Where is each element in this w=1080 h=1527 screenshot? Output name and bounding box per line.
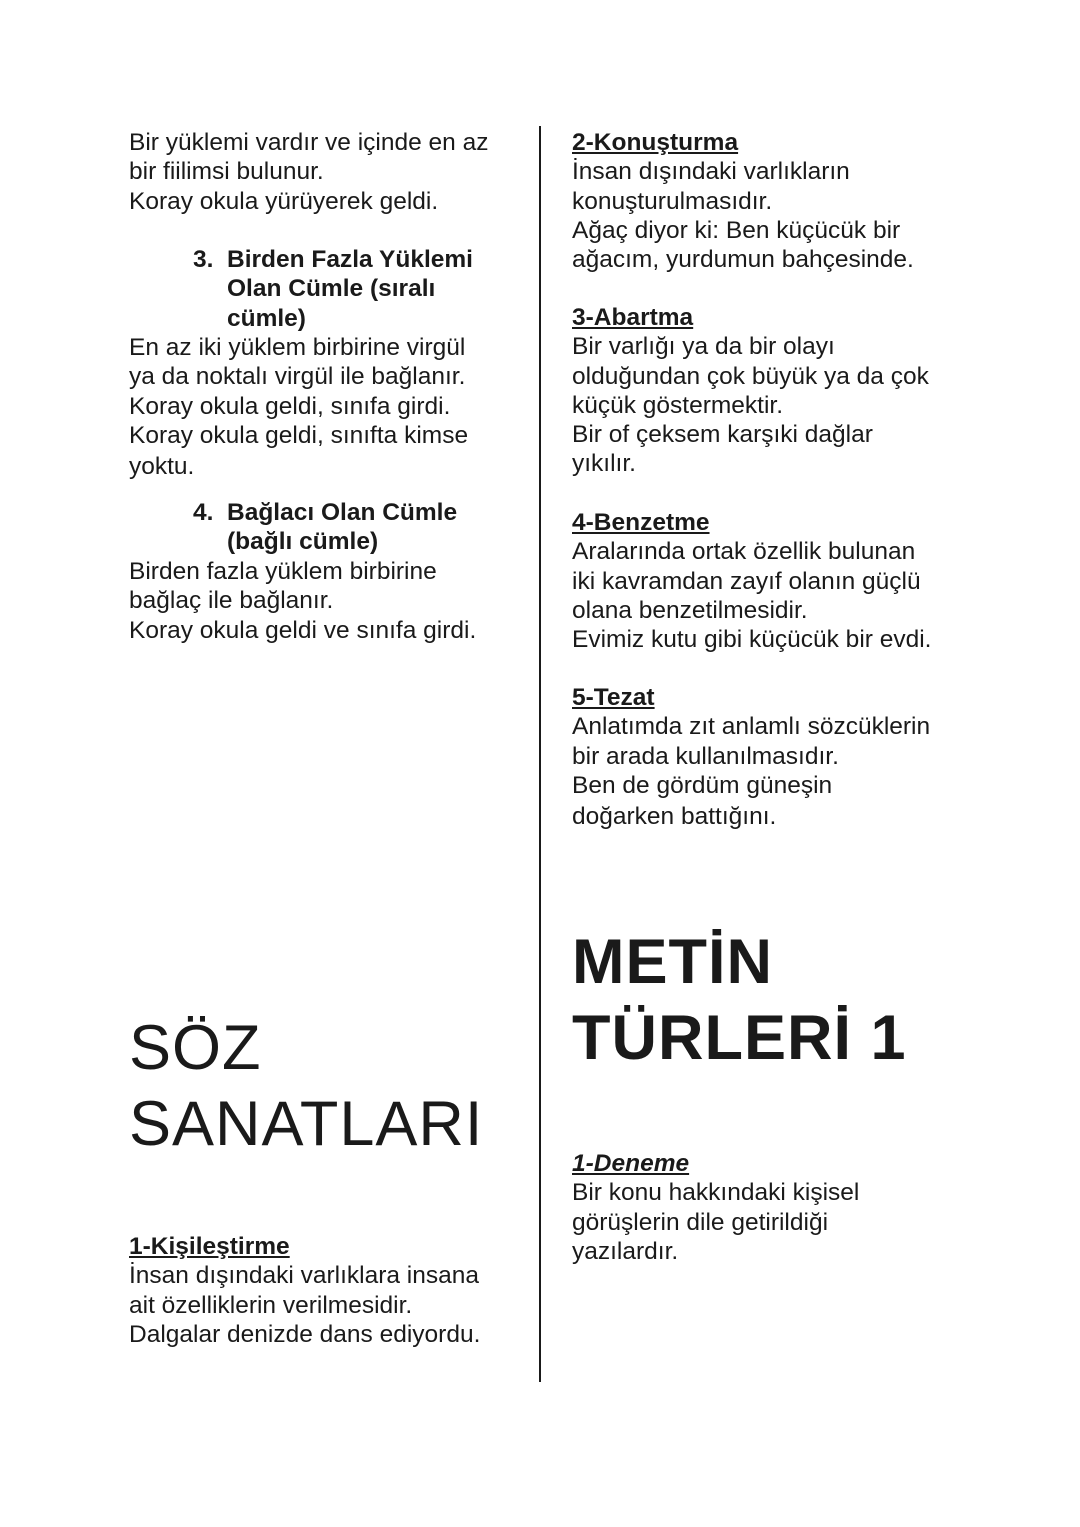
text-line: Bir yüklemi vardır ve içinde en az [129,129,489,156]
kisilestirme-section [129,1232,529,1349]
intro-paragraph [129,128,529,216]
text-line: ağacım, yurdumun bahçesinde. [572,246,914,274]
text-line: olduğundan çok büyük ya da çok [572,362,929,390]
konusturma-section [572,128,992,274]
text-line: bir arada kullanılmasıdır. [572,742,839,770]
text-line: bir fiilimsi bulunur. [129,158,324,186]
tezat-heading: 5-Tezat [572,684,655,711]
text-line: Koray okula geldi, sınıfta kimse [129,421,469,449]
text-line: Dalgalar denizde dans ediyordu. [129,1320,481,1348]
kisilestirme-heading: 1-Kişileştirme [129,1233,290,1260]
text-line: ya da noktalı virgül ile bağlanır. [129,363,466,391]
text-line: yıkılır. [572,450,636,478]
item3-title-line: cümle) [227,304,306,332]
text-line: Bir konu hakkındaki kişisel [572,1179,860,1207]
text-line: Ağaç diyor ki: Ben küçücük bir [572,216,901,244]
text-line: yazılardır. [572,1237,679,1265]
text-line: Bir varlığı ya da bir olayı [572,333,835,361]
item4-body [129,557,529,645]
text-line: Anlatımda zıt anlamlı sözcüklerin [572,713,931,741]
title-line: SÖZ [129,1013,262,1083]
text-line: İnsan dışındaki varlıklara insana [129,1262,479,1290]
text-line: Koray okula geldi ve sınıfa girdi. [129,616,477,644]
title-line: SANATLARI [129,1089,484,1159]
deneme-section [572,1149,992,1266]
left-column [129,128,529,1368]
item4-title-line: Bağlacı Olan Cümle [227,499,458,526]
text-line: Ben de gördüm güneşin [572,771,833,799]
abartma-section [572,303,992,479]
text-line: Evimiz kutu gibi küçücük bir evdi. [572,626,932,654]
item4-title-line: (bağlı cümle) [227,528,379,556]
text-line: yoktu. [129,453,195,481]
right-column [572,128,992,1368]
item3-title-line: Birden Fazla Yüklemi [227,246,473,273]
konusturma-heading: 2-Konuşturma [572,129,739,156]
tezat-section [572,683,992,831]
text-line: Aralarında ortak özellik bulunan [572,538,916,566]
benzetme-section [572,508,992,654]
section-title-metin-turleri [572,924,907,1076]
text-line: iki kavramdan zayıf olanın güçlü [572,567,921,595]
text-line: bağlaç ile bağlanır. [129,587,334,615]
text-line: İnsan dışındaki varlıkların [572,158,850,186]
section-title-soz-sanatlari [129,1010,483,1162]
text-line: küçük göstermektir. [572,391,784,419]
text-line: ait özelliklerin verilmesidir. [129,1291,413,1319]
item3-title-line: Olan Cümle (sıralı [227,275,436,303]
item3-heading [129,245,627,333]
text-line: En az iki yüklem birbirine virgül [129,334,466,361]
item4-heading [129,498,627,557]
text-line: Koray okula geldi, sınıfa girdi. [129,392,451,420]
text-line: görüşlerin dile getirildiği [572,1208,829,1236]
benzetme-heading: 4-Benzetme [572,509,710,536]
item4-number: 4. [193,499,214,526]
deneme-heading: 1-Deneme [572,1150,690,1177]
text-line: konuşturulmasıdır. [572,187,773,215]
abartma-heading: 3-Abartma [572,304,694,331]
text-line: olana benzetilmesidir. [572,596,808,624]
title-line: METİN [572,927,773,997]
title-line: TÜRLERİ 1 [572,1003,907,1073]
item3-body [129,333,529,481]
item3-number: 3. [193,246,214,273]
text-line: Bir of çeksem karşıki dağlar [572,421,873,449]
text-line: doğarken battığını. [572,803,777,831]
text-line: Koray okula yürüyerek geldi. [129,187,439,215]
text-line: Birden fazla yüklem birbirine [129,558,437,585]
